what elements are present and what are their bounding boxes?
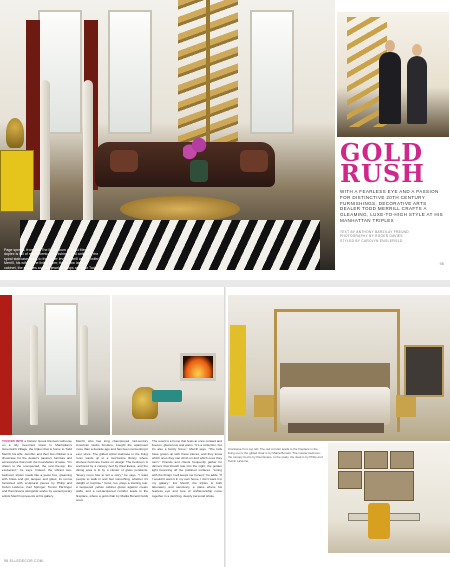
spread-gutter (224, 287, 226, 567)
page-number: 98 (439, 262, 444, 266)
bed (280, 387, 390, 425)
fireplace (180, 353, 216, 381)
credit-style: STYLED BY CAROLYN ENGLEFIELD (340, 238, 403, 243)
woman-head (412, 44, 422, 56)
headline-line-2: RUSH (340, 159, 425, 188)
framed-art (364, 471, 414, 501)
floor-lamp (40, 80, 50, 230)
body-column-2: Merrill, who has long championed mid-century American studio furniture, bought the apartment more than a decade ago and has been reinventing it ever since. The gilded spiral staircase in the living room winds up to a mezzanine library, where shelves hold rare books on design. The bedroom is anchored by a canopy bed by Paul Evans, and the dining area is lit by a cluster of glass pendants. "Every room has to tell a story," he says. "I want people to walk in and feel something, whether it's delight or surprise." Color, too, plays a starring role: a lacquered yellow cabinet glows against cream walls, and a red-lacquered corridor leads to the fireplace, where a gold chair by Mattia Bonetti holds court. (76, 439, 148, 502)
framed-art (338, 471, 362, 489)
yellow-lacquer-cabinet (0, 150, 34, 212)
headboard (280, 363, 390, 389)
photo-caption: Page spread, from left: The living room of Todd Merrill's duplex is full of mixed-century furnishings and antiques; the spiral staircase leads to the upper level. Merrill and Jennifer Merrill, his wife, in the living room; the yellow lacquer cabinet, the sconces and the jeweled-lamps are from Todd Merrill Studio. (4, 248, 99, 275)
bench (288, 423, 384, 433)
deck-text: WITH A FEARLESS EYE AND A PASSION FOR DISTINCTIVE 20TH CENTURY FURNISHINGS, DECORATIVE ARTS DEALER TODD MERRILL CRAFTS A GLEAMING, LUXE-TO-HIGH STYLE AT HIS MANHATTAN TRIPLEX (340, 189, 444, 223)
column-1-text: a historic Greek Revival rowhouse on a tidy tree-lined street in Manhattan's Greenwich Village, the triplex that is home to Todd Merrill, his wife, Jennifer, and their two children is a showcase for the dealer's passion: furniture and accessories that push the boundaries of taste. "I'm drawn to the unexpected, the over-the-top, the exuberant," he says. Indeed, the vibrant two-bedroom triplex reads like a jewel box, gleaming with brass and gilt, lacquer and glass, its rooms furnished with sculptural pieces by Philip and Kelvin LaVerne, Karl Springer, Tommi Parzinger and Paul Evans alongside works by contemporary artists Merrill represents at his gallery. (2, 439, 72, 498)
red-wall (0, 295, 12, 435)
yellow-panel (230, 325, 246, 415)
man-figure (379, 52, 401, 124)
headline (340, 138, 448, 188)
fireplace-photo (112, 295, 224, 435)
man-head (385, 40, 395, 52)
article-title-block (340, 138, 448, 243)
doorway (44, 303, 78, 397)
framed-art (364, 451, 388, 469)
headline-line-1: GOLD (340, 138, 424, 167)
study-photo (328, 443, 450, 553)
orchid-flowers (183, 128, 215, 162)
nightstand (396, 395, 416, 417)
floor-lamp (30, 325, 38, 425)
woman-figure (407, 56, 427, 124)
living-room-photo (0, 0, 335, 275)
teal-side-table (152, 390, 182, 402)
framed-art (338, 451, 362, 469)
red-corridor-photo (0, 295, 110, 435)
page-folio: 98 ELLEDECOR.COM (4, 559, 43, 563)
orchid-vase (190, 160, 208, 182)
window (250, 10, 294, 134)
magazine-spread-bottom (0, 287, 450, 567)
credit-text: TEXT BY ANTHONY BARZILAY FREUND (340, 229, 409, 234)
photo-caption: Clockwise from top left: The red corridor leads to the fireplace in the living room; the gilded chair is by Mattia Bonetti. The master bedroom; the canopy bed is by Paul Evans. In the study, the desk is by Philip and Kelvin LaVerne. (228, 447, 323, 463)
wall-art (404, 345, 444, 397)
bedroom-photo (228, 295, 450, 441)
desk-chair (368, 503, 390, 539)
floor-lamp (83, 80, 93, 230)
framed-art (390, 451, 414, 469)
cushion (240, 150, 268, 172)
round-coffee-table (120, 196, 240, 222)
credits (340, 230, 448, 243)
body-column-1 (2, 439, 72, 498)
couple-portrait-photo (337, 12, 449, 137)
credit-photo: PHOTOGRAPHY BY ROGER DAVIES (340, 234, 403, 239)
run-in-heading: TUCKED INTO (2, 439, 24, 443)
cushion (110, 150, 138, 172)
floor-lamp (80, 325, 88, 425)
magazine-spread-top (0, 0, 450, 280)
buddha-statue (6, 118, 24, 148)
nightstand (254, 395, 274, 417)
body-column-3: The result is a home that feels at once curated and lived-in, glamorous and warm. "It's a collection, but it's also a family home," Merrill says. "The kids have grown up with these pieces, and they know which ones they can climb on and which ones they can't." Friends and clients frequently gather for dinners that stretch late into the night, the golden light bouncing off the polished surfaces. "Living with the things I sell keeps me honest," he adds. "If I wouldn't want it in my own home, I don't want it in my gallery." For Merrill, the triplex is both laboratory and sanctuary, a place where his fearless eye and love of craftsmanship come together in a dazzling, deeply personal whole. (152, 439, 222, 498)
window (108, 10, 152, 134)
